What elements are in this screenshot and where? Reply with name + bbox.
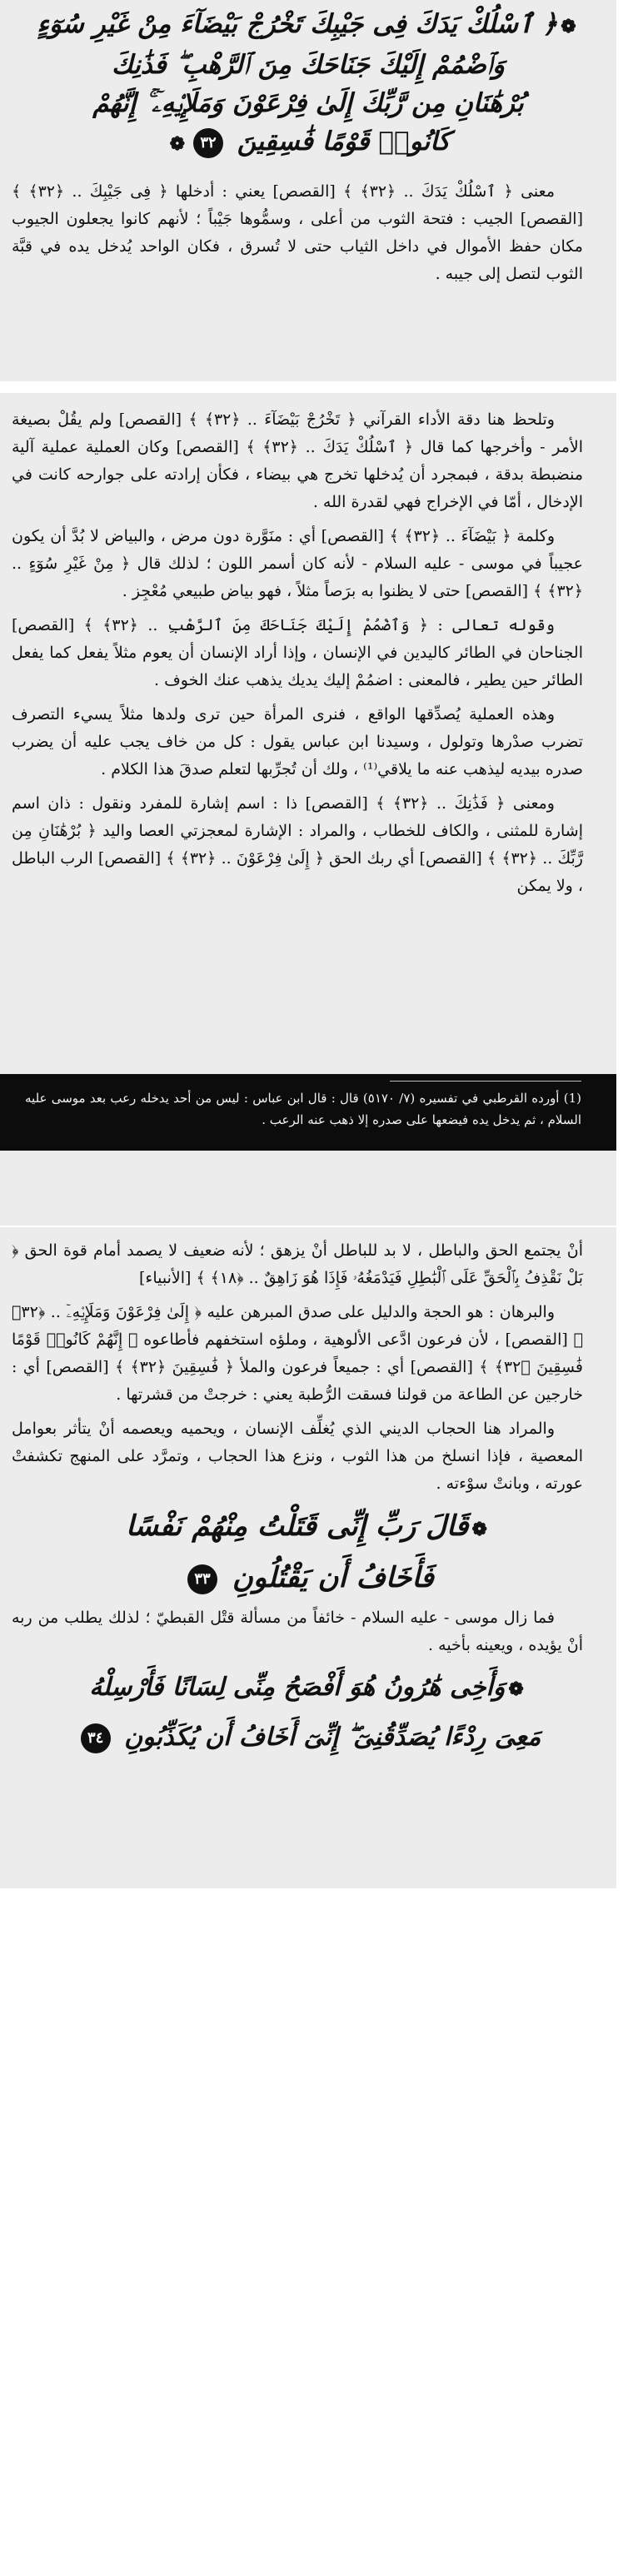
verse-text: فَأَخَافُ أَن يَقْتُلُونِ [232, 1561, 434, 1594]
page-1 [0, 0, 616, 381]
verse-text: قَالَ رَبِّ إِنِّى قَتَلْتُ مِنْهُمْ نَفْسًا [126, 1509, 469, 1543]
commentary-paragraph: ومعنى ﴿ فَذَٰنِكَ .. ﴿٣٢﴾ ﴾ [القصص] ذا : اسم إشارة للمفرد ونقول : ذان اسم إشارة للمثنى ، والكاف للخطاب ، والمراد : الإشارة لمعجزتي العصا واليد ﴿ بُرْهَٰنَانِ مِن رَّبِّكَ .. ﴿٣٢﴾ ﴾ [القصص] أي ربك الحق ﴿ إِلَىٰ فِرْعَوْنَ .. ﴿٣٢﴾ ﴾ [القصص] الرب الباطل ، ولا يمكن [12, 794, 583, 895]
verse-text: مَعِىَ رِدْءًا يُصَدِّقُنِىٓ ۖ إِنِّىٓ أَخَافُ أَن يُكَذِّبُونِ [124, 1723, 541, 1752]
verse-text: وَٱضْمُمْ إِلَيْكَ جَنَاحَكَ مِنَ ٱلرَّهْبِ ۖ فَذَٰنِكَ [112, 50, 505, 80]
verse-line [0, 1666, 616, 1711]
verse-line [17, 5, 600, 46]
page-3 [0, 1227, 616, 1888]
commentary-paragraph: والمراد هنا الحجاب الديني الذي يُغلِّف الإنسان ، ويحميه ويعصمه أنْ يتأثر بعوامل المعصية ، فإذا انسلخ من هذا الثوب ، ونزع هذا الحجاب ، وتمرَّد على المنهج تكشفتْ عورته ، وبانتْ سوْءته . [12, 1420, 583, 1493]
commentary-paragraph: معنى ﴿ ٱسْلُكْ يَدَكَ .. ﴿٣٢﴾ ﴾ [القصص] يعني : أدخلها ﴿ فِى جَيْبِكَ .. ﴿٣٢﴾ ﴾ [القصص] الجيب : فتحة الثوب من أعلى ، وسمُّوها جَيْباً ؛ لأنهم كانوا يجعلون الجيوب مكان حفظ الأموال في داخل الثياب حتى لا تُسرق ، فكان الواحد يُدخل يده في قبَّة الثوب لتصل إلى جيبه . [12, 182, 583, 283]
verse-text: وَأَخِى هَٰرُونُ هُوَ أَفْصَحُ مِنِّى لِسَانًا فَأَرْسِلْهُ [89, 1673, 506, 1702]
commentary-paragraph: فما زال موسى - عليه السلام - خائفاً من مسألة قتْل القبطيّ ؛ لذلك يطلب من ربه أنْ يؤيده ، ويعينه بأخيه . [12, 1609, 583, 1654]
commentary-paragraph: وهذه العملية يُصدِّقها الواقع ، فنرى المرأة حين ترى ولدها مثلاً يسيء التصرف تضرب صدْرها وتولول ، وسيدنا ابن عباس يقول : كل من خاف يجب عليه أن يضرب صدره بيديه ليذهب عنه ما يلاقي⁽¹⁾ ، ولك أن تُجرِّبها لتعلم صدقَ هذا الكلام . [12, 705, 583, 778]
ornament-icon: ❁ [471, 1519, 487, 1540]
verse-text: بُرْهَٰنَانِ مِن رَّبِّكَ إِلَىٰ فِرْعَوْنَ وَمَلَإِي۟هِۦٓ ۚ إِنَّهُمْ [92, 88, 524, 118]
commentary-paragraph: أنْ يجتمع الحق والباطل ، لا بد للباطل أنْ يزهق ؛ لأنه ضعيف لا يصمد أمام قوة الحق ﴿ بَلْ نَقْذِفُ بِٱلْحَقِّ عَلَى ٱلْبَٰطِلِ فَيَدْمَغُهُۥ فَإِذَا هُوَ زَاهِقٌ .. ﴿١٨﴾ ﴾ [الأنبياء] [12, 1241, 583, 1287]
verse-line [17, 84, 600, 122]
ornament-icon: ❁ [561, 16, 576, 37]
verse-number-badge: ٣٤ [81, 1723, 111, 1753]
commentary-paragraph: وقوله تعالى : ﴿ وَٱضْمُمْ إِلَيْكَ جَنَاحَكَ مِنَ ٱلرَّهْبِ .. ﴿٣٢﴾ ﴾ [القصص] الجناحان في الطائر كاليدين في الإنسان ، وإذا أراد الإنسان أن يعوم مثلاً يفعل كما يفعل الطائر حين يطير ، فالمعنى : اضمُمْ إليك يديك يذهب عنك الخوف . [12, 616, 583, 689]
verse-line [17, 46, 600, 84]
footnote [0, 1074, 616, 1151]
commentary-paragraph: وتلحظ هنا دقة الأداء القرآني ﴿ تَخْرُجْ بَيْضَآءَ .. ﴿٣٢﴾ ﴾ [القصص] ولم يقُلْ بصيغة الأمر - وأخرجها كما قال ﴿ ٱسْلُكْ يَدَكَ .. ﴿٣٢﴾ ﴾ [القصص] وكان العملية عملية آلية منضبطة بدقة ، فبمجرد أن يُدخلها تخرج هي بيضاء ، فكأن إرادته على جوارحه كانت في الإدخال ، أمّا في الإخراج فهي لقدرة الله . [12, 410, 583, 511]
verse-number-badge: ٣٢ [193, 128, 223, 158]
ornament-icon: ❁ [508, 1678, 524, 1700]
verse-text: ﴿ ٱسْلُكْ يَدَكَ فِى جَيْبِكَ تَخْرُجْ بَيْضَآءَ مِنْ غَيْرِ سُوٓءٍ [37, 9, 558, 39]
quran-verse-34 [0, 1666, 616, 1759]
footnote-text: (1) أورده القرطبي في تفسيره (٧/ ٥١٧٠) قال : قال ابن عباس : ليس من أحد يدخله رعب بعد موسى عليه السلام ، ثم يدخل يده فيضعها على صدره إلا ذهب عنه الرعب . [25, 1091, 581, 1127]
commentary-paragraph: والبرهان : هو الحجة والدليل على صدق المبرهن عليه ﴿ إِلَىٰ فِرْعَوْنَ وَمَلَإِي۟هِۦٓ .. ﴿٣٢﴾ ﴾ [القصص] ، لأن فرعون ادَّعى الألوهية ، وملؤه استخفهم فأطاعوه ﴿ إِنَّهُمْ كَانُوا۟ قَوْمًا فَٰسِقِينَ ﴿٣٢﴾ ﴾ [القصص] أي : جميعاً فرعون والملأ ﴿ فَٰسِقِينَ ﴿٣٢﴾ ﴾ [القصص] أي : خارجين عن الطاعة من قولنا فسقت الرُّطبة يعني : خرجتْ من قشرتها . [12, 1303, 583, 1404]
quran-verse-33 [0, 1504, 616, 1599]
verse-line [0, 1556, 616, 1599]
commentary-paragraph: وكلمة ﴿ بَيْضَآءَ .. ﴿٣٢﴾ ﴾ [القصص] أي : منَوَّرة دون مرض ، والبياض لا بُدَّ أن يكون عجيباً في موسى - عليه السلام - لأنه كان أسمر اللون ؛ لذلك قال ﴿ مِنْ غَيْرِ سُوٓءٍ .. ﴿٣٢﴾ ﴾ [القصص] حتى لا يظنوا به برَصاً مثلاً ، فهو بياض طبيعي مُعْجِز . [12, 527, 583, 600]
ornament-icon: ❁ [169, 133, 185, 155]
verse-line [0, 1716, 616, 1759]
verse-line [0, 1504, 616, 1551]
quran-verse-32 [0, 0, 616, 167]
verse-number-badge: ٣٣ [187, 1564, 217, 1594]
verse-line [17, 122, 600, 163]
verse-text: كَانُوا۟ قَوْمًا فَٰسِقِينَ [237, 127, 451, 157]
